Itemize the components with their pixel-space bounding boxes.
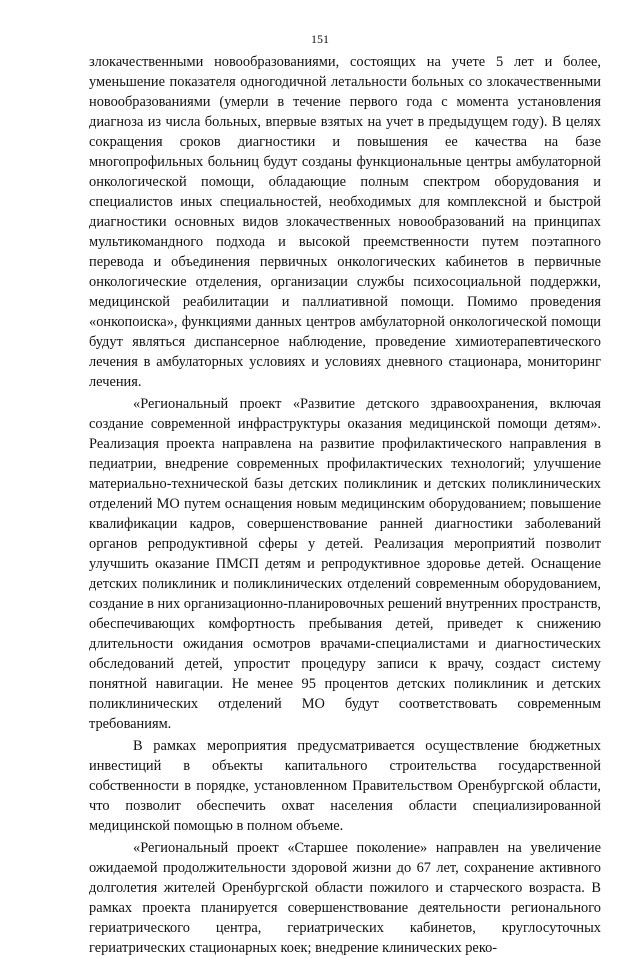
paragraph-budget-investments: В рамках мероприятия предусматривается осуществление бюджетных инвестиций в объекты капитального строительства государственной собственности в порядке, установленном Правительством Оренбургской области, что позволит обеспечить охват населения области специализированной медицинской помощью в полном объеме. — [89, 738, 601, 834]
paragraph-older-generation: «Региональный проект «Старшее поколение» направлен на увеличение ожидаемой продолжительности здоровой жизни до 67 лет, сохранение активного долголетия жителей Оренбургской области пожилого и старческого возраста. В рамках проекта планируется совершенствование деятельности регионального гериатрического центра, гериатрических кабинетов, круглосуточных гериатрических стационарных коек; внедрение клинических реко- — [89, 840, 601, 956]
paragraph-child-health: «Региональный проект «Развитие детского здравоохранения, включая создание современной инфраструктуры оказания медицинской помощи детям». Реализация проекта направлена на развитие профилактического направления в педиатрии, внедрение современных профилактических технологий; улучшение материально-технической базы детских поликлиник и детских поликлинических отделений МО путем оснащения новым медицинским оборудованием; повышение квалификации кадров, совершенствование ранней диагностики заболеваний органов репродуктивной сферы у детей. Реализация мероприятий позволит улучшить оказание ПМСП детям и репродуктивное здоровье детей. Оснащение детских поликлиник и поликлинических отделений современным оборудованием, создание в них организационно-планировочных решений внутренних пространств, обеспечивающих комфортность пребывания детей, приведет к снижению длительности ожидания осмотров врачами-специалистами и диагностических обследований детей, упростит процедуру записи к врачу, создаст систему понятной навигации. Не менее 95 процентов детских поликлиник и детских поликлинических отделений МО будут соответствовать современным требованиям. — [89, 396, 601, 732]
body-text — [89, 52, 601, 958]
paragraph-continuation: злокачественными новообразованиями, состоящих на учете 5 лет и более, уменьшение показателя одногодичной летальности больных со злокачественными новообразованиями (умерли в течение первого года с момента установления диагноза из числа больных, впервые взятых на учет в предыдущем году). В целях сокращения сроков диагностики и повышения ее качества на базе многопрофильных больниц будут созданы функциональные центры амбулаторной онкологической помощи, обладающие полным спектром оборудования и специалистов иных специальностей, необходимых для комплексной и быстрой диагностики основных видов злокачественных новообразований на принципах мультикомандного подхода и высокой преемственности путем поэтапного перевода и объединения первичных онкологических кабинетов в первичные онкологические отделения, организации службы психосоциальной поддержки, медицинской реабилитации и паллиативной помощи. Помимо проведения «онкопоиска», функциями данных центров амбулаторной онкологической помощи будут являться диспансерное наблюдение, проведение химиотерапевтического лечения в амбулаторных условиях и условиях дневного стационара, мониторинг лечения. — [89, 54, 601, 390]
page-number: 151 — [311, 32, 329, 46]
